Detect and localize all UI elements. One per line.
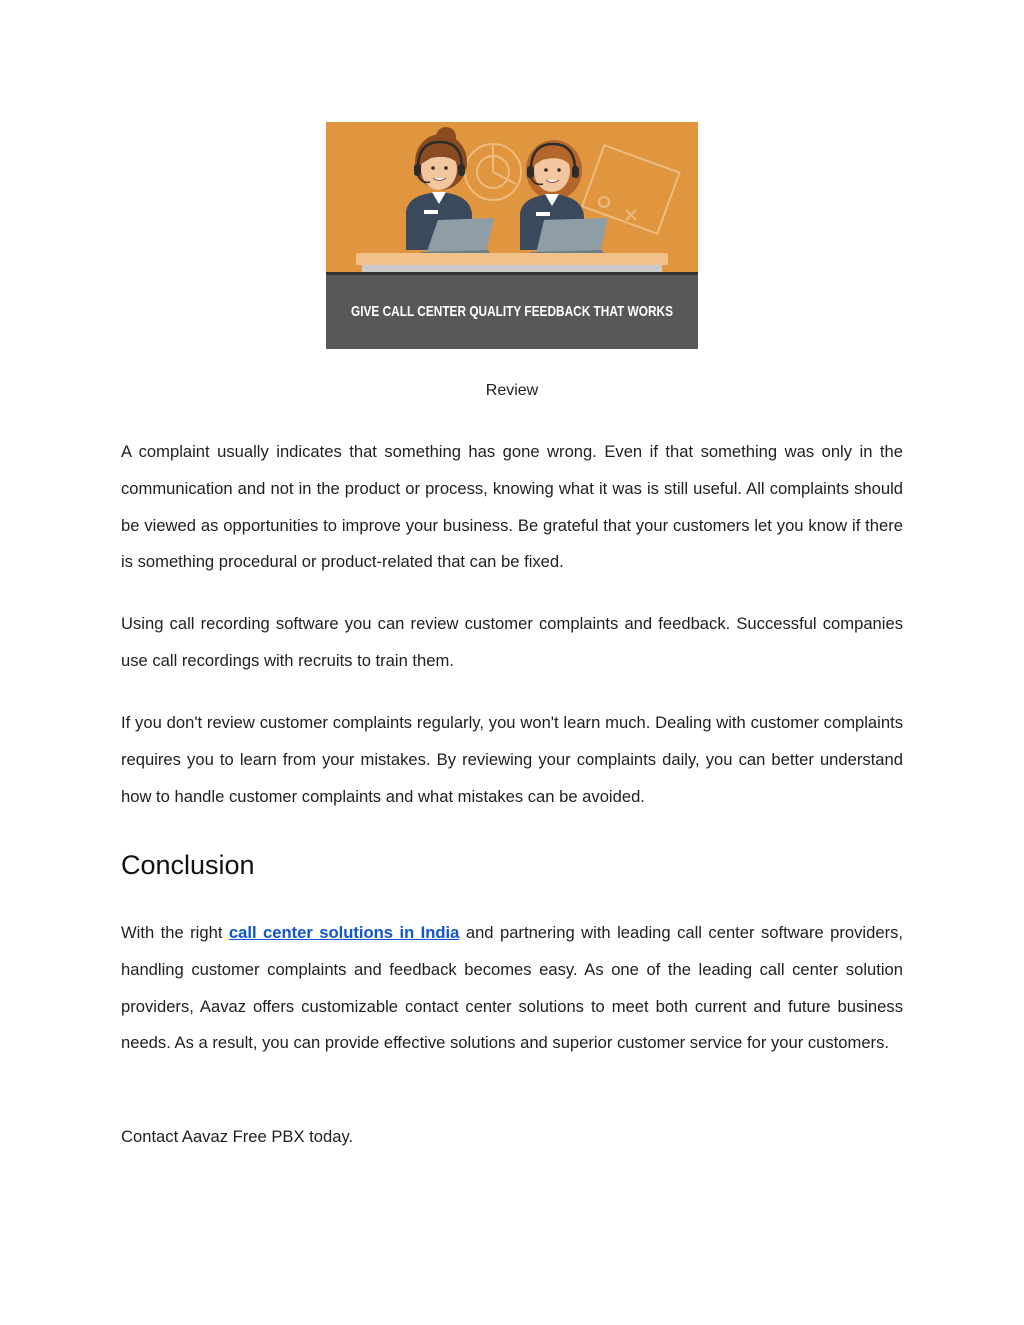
conclusion-text-end: and partnering with leading call center software providers, handling customer complaints and feedback becomes easy. As one of the leading call center solution providers, Aavaz offers customizable contact center solutions to meet both current and future business needs. As a result, you can provide effective solutions and superior customer service for your customers.	[121, 923, 904, 1053]
figure-caption: Review	[485, 382, 539, 399]
call-center-solutions-link[interactable]: call center solutions in India	[228, 923, 460, 942]
call-center-illustration	[326, 122, 698, 349]
paragraph-review-daily: If you don't review customer complaints regularly, you won't learn much. Dealing with customer complaints requires you to learn from your mistakes. By reviewing your complaints daily, you can better understand how to handle customer complaints and what mistakes can be avoided.	[121, 713, 903, 806]
paragraph-contact: Contact Aavaz Free PBX today.	[121, 1127, 354, 1146]
paragraph-complaints: A complaint usually indicates that something has gone wrong. Even if that something was only in the communication and not in the product or process, knowing what it was is still useful. All complaints should be viewed as opportunities to improve your business. Be grateful that your customers let you know if there is something procedural or product-related that can be fixed.	[121, 442, 903, 572]
section-heading-conclusion: Conclusion	[121, 850, 255, 880]
conclusion-text-start: With the right	[121, 923, 229, 942]
banner-text: GIVE CALL CENTER QUALITY FEEDBACK THAT WORKS	[351, 303, 673, 320]
paragraph-conclusion	[121, 915, 903, 1062]
paragraph-call-recording: Using call recording software you can review customer complaints and feedback. Successful companies use call recordings with recruits to train them.	[121, 614, 903, 670]
